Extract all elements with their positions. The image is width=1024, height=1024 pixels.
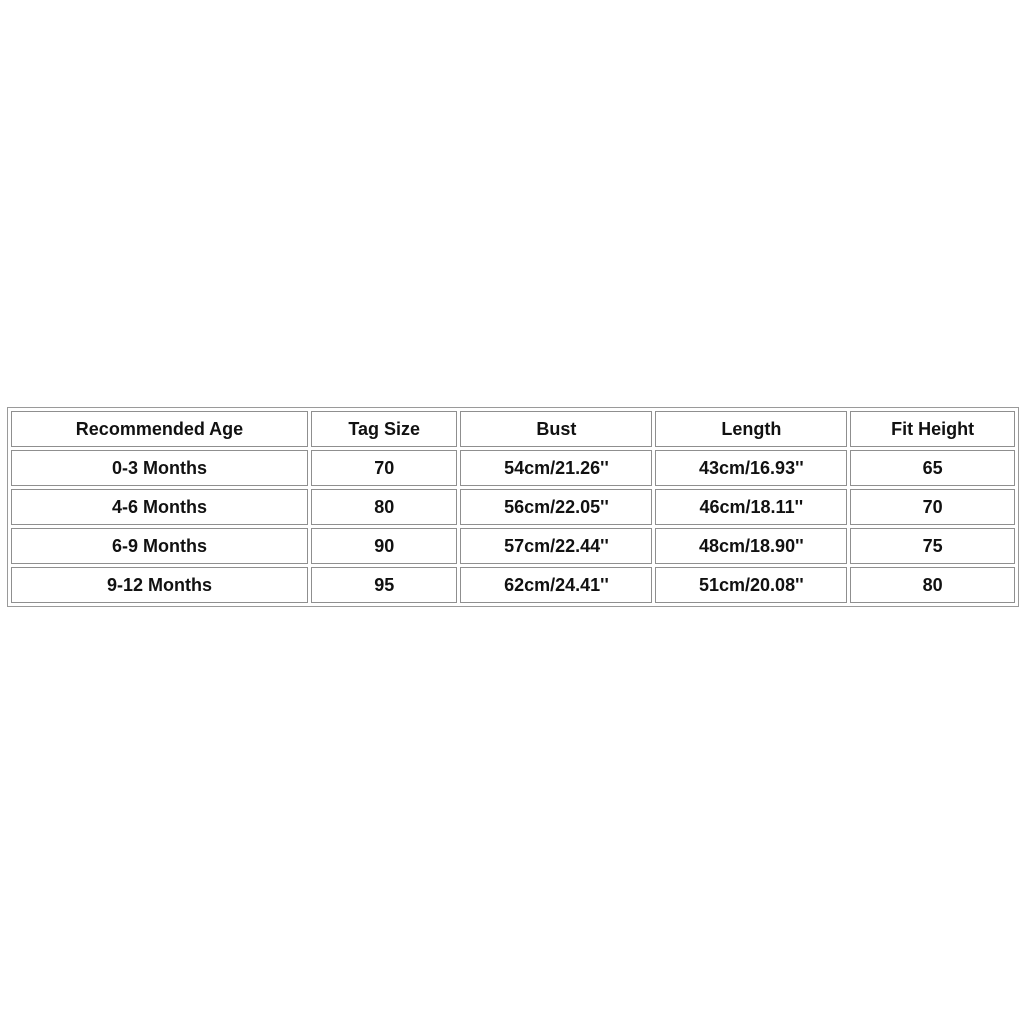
cell-recommended-age: 4-6 Months	[11, 489, 308, 525]
cell-bust: 62cm/24.41''	[460, 567, 652, 603]
cell-bust: 57cm/22.44''	[460, 528, 652, 564]
header-bust: Bust	[460, 411, 652, 447]
header-tag-size: Tag Size	[311, 411, 457, 447]
cell-length: 48cm/18.90''	[655, 528, 847, 564]
cell-tag-size: 80	[311, 489, 457, 525]
size-chart-table	[7, 407, 1019, 607]
cell-bust: 54cm/21.26''	[460, 450, 652, 486]
table-row	[11, 489, 1015, 525]
cell-length: 51cm/20.08''	[655, 567, 847, 603]
header-recommended-age: Recommended Age	[11, 411, 308, 447]
cell-bust: 56cm/22.05''	[460, 489, 652, 525]
header-length: Length	[655, 411, 847, 447]
cell-fit-height: 70	[850, 489, 1015, 525]
cell-recommended-age: 0-3 Months	[11, 450, 308, 486]
cell-fit-height: 75	[850, 528, 1015, 564]
table-row	[11, 450, 1015, 486]
cell-recommended-age: 9-12 Months	[11, 567, 308, 603]
cell-length: 46cm/18.11''	[655, 489, 847, 525]
cell-recommended-age: 6-9 Months	[11, 528, 308, 564]
cell-fit-height: 65	[850, 450, 1015, 486]
cell-length: 43cm/16.93''	[655, 450, 847, 486]
cell-tag-size: 90	[311, 528, 457, 564]
header-row	[11, 411, 1015, 447]
header-fit-height: Fit Height	[850, 411, 1015, 447]
table-row	[11, 567, 1015, 603]
cell-tag-size: 95	[311, 567, 457, 603]
cell-fit-height: 80	[850, 567, 1015, 603]
table-row	[11, 528, 1015, 564]
cell-tag-size: 70	[311, 450, 457, 486]
